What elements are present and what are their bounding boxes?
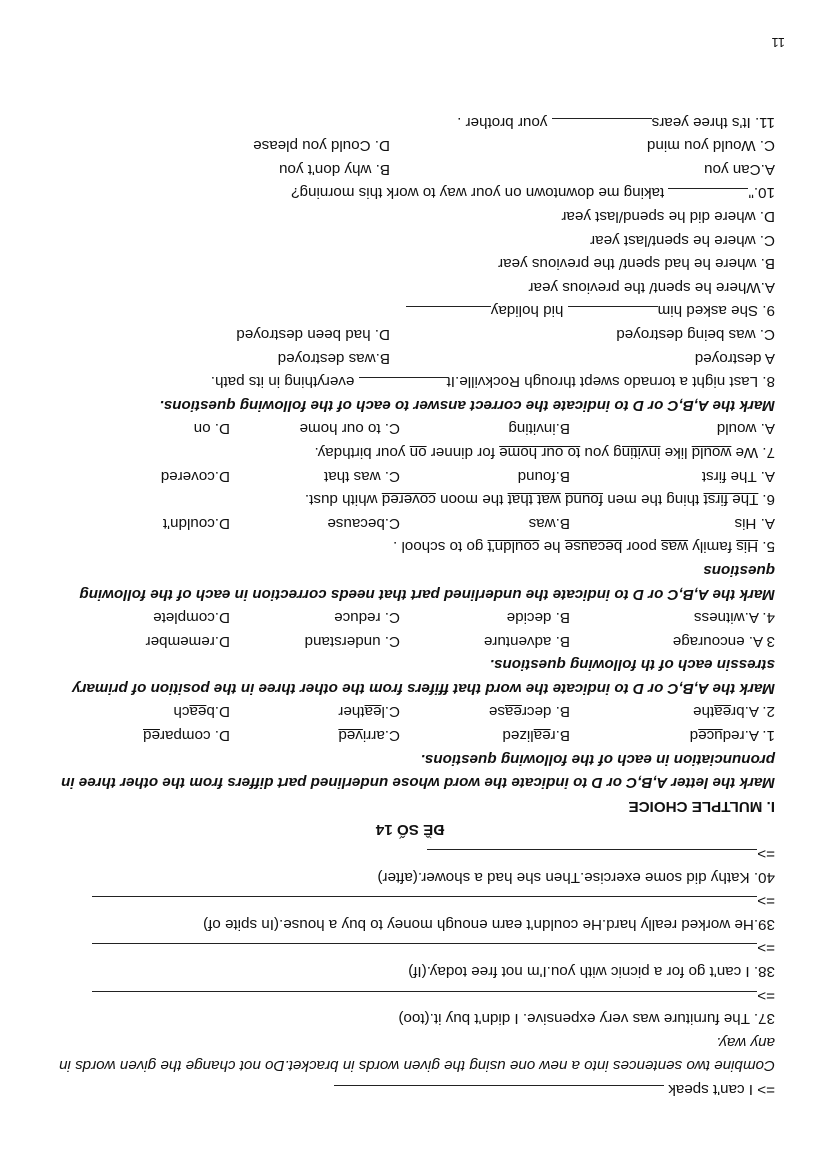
section-heading: I. MULTPLE CHOICE bbox=[628, 797, 775, 815]
question-38: 38. I can't go for a picnic with you.I'm not free today.(If) bbox=[408, 963, 775, 981]
question-11: 11. It's three years your brother . bbox=[457, 113, 775, 131]
question-7-options bbox=[45, 417, 775, 441]
page-content bbox=[45, 110, 775, 1101]
option-a: 3 A. encourage bbox=[672, 632, 775, 650]
question-10: 10." taking me downtown on your way to work this morning? bbox=[291, 184, 775, 202]
option-d: D. compared bbox=[143, 727, 230, 745]
question-7: 7. We would like inviting you to our home for dinner on your birthday. bbox=[314, 443, 775, 461]
option-c: C.leather bbox=[338, 703, 400, 721]
option-d: D.remember bbox=[145, 632, 230, 650]
option-c: C. was being destroyed bbox=[616, 326, 775, 343]
option-d: D.complete bbox=[153, 609, 230, 627]
option-c: C. was that bbox=[324, 467, 400, 485]
option-c: C. understand bbox=[304, 632, 400, 650]
arrow: => bbox=[757, 939, 775, 957]
answer-blank bbox=[568, 306, 658, 321]
option-a: A destroyed bbox=[694, 349, 775, 367]
option-a: A. His bbox=[734, 514, 775, 532]
option-a: A.Where he spent/ the previous year bbox=[528, 278, 775, 296]
answer-blank bbox=[552, 118, 652, 133]
answer-blank bbox=[359, 377, 447, 392]
option-d: D.beach bbox=[173, 703, 230, 721]
instruction-combine: Combine two sentences into a new one using the given words in bracket.Do not change the given words in any way. bbox=[59, 1033, 775, 1075]
option-b: B.was destroyed bbox=[277, 349, 390, 367]
question-2 bbox=[45, 700, 775, 724]
option-b: B.was bbox=[528, 514, 570, 532]
question-6: 6. The first thing the men found wat that the moon covered whith dust. bbox=[304, 491, 775, 509]
answer-blank bbox=[406, 306, 491, 321]
option-c: C. where he spent/last year bbox=[590, 231, 775, 249]
option-b: B. decrease bbox=[488, 703, 570, 721]
option-d: D. where did he spend/last year bbox=[561, 208, 775, 226]
arrow: => bbox=[757, 845, 775, 863]
option-d: D.covered bbox=[160, 467, 230, 485]
option-c: C. reduce bbox=[334, 609, 400, 627]
instruction-pronunciation: Mark the letter A,B,C or D to indicate the word whose underlined part differs from the other three in pronunciation in each of the following questions. bbox=[61, 750, 775, 792]
option-a: 1. A.reduced bbox=[689, 727, 775, 745]
answer-line bbox=[45, 889, 775, 913]
question-10-options-row1 bbox=[45, 157, 775, 181]
question-8-options-row2 bbox=[45, 322, 775, 346]
option-b: B.inviting bbox=[508, 420, 570, 438]
arrow: => bbox=[757, 892, 775, 910]
instruction-stress: Mark the A,B,C or D to indicate the word that ffifers from the other three in the position of primary stressin each of th following questions. bbox=[72, 656, 775, 697]
option-b: B. adventure bbox=[483, 632, 570, 650]
answer-blank bbox=[668, 188, 748, 203]
option-d: D. Could you please bbox=[253, 137, 390, 155]
question-40: 40. Kathy did some exercise.Then she had a shower.(after) bbox=[377, 868, 775, 886]
question-37: 37. The furniture was very expensive. I didn't buy it.(too) bbox=[398, 1010, 775, 1028]
option-a: 2. A.breathe bbox=[693, 703, 775, 721]
question-5: 5. His family was poor because he couldn't go to school . bbox=[393, 538, 775, 556]
option-b: B. decide bbox=[506, 609, 570, 627]
option-c: C.because bbox=[327, 514, 400, 532]
option-c: C. to our home bbox=[299, 420, 400, 438]
question-8: 8. Last night a tornado swept through Rockville.It everything in its path. bbox=[210, 373, 775, 391]
question-10-options-row2 bbox=[45, 134, 775, 158]
instruction-correct-answer: Mark the A,B,C or D to indicate the correct answer to each of the following questions. bbox=[159, 396, 775, 414]
answer-blank bbox=[334, 1085, 664, 1100]
question-9: 9. She asked him hid holiday bbox=[45, 299, 775, 323]
answer-line bbox=[45, 841, 775, 865]
question-8-options-row1 bbox=[45, 346, 775, 370]
question-39: 39.He worked really hard.He couldn't earn enough money to buy a house.(In spite of) bbox=[203, 915, 775, 933]
option-b: B. why don't you bbox=[279, 160, 390, 178]
option-d: D. had been destroyed bbox=[236, 326, 390, 343]
option-a: 4. A.witness bbox=[693, 609, 775, 627]
answer-rule bbox=[92, 943, 757, 958]
option-d: D.couldn't bbox=[162, 514, 230, 532]
option-b: B. where he had spent/ the previous year bbox=[498, 255, 775, 273]
answer-rule bbox=[92, 896, 757, 911]
option-c: C.arrived bbox=[338, 727, 400, 745]
question-6-options bbox=[45, 464, 775, 488]
instruction-error: Mark the A,B,C or D to indicate the underlined part that needs correction in each of the following questions bbox=[79, 561, 775, 603]
answer-line bbox=[45, 936, 775, 960]
option-b: B.found bbox=[517, 467, 570, 485]
question-line bbox=[45, 1077, 775, 1101]
option-c: C. Would you mind bbox=[646, 137, 775, 155]
answer-rule bbox=[92, 991, 757, 1006]
question-1 bbox=[45, 724, 775, 748]
option-a: A. The first bbox=[701, 467, 775, 485]
option-b: B.realized bbox=[502, 727, 570, 745]
question-4 bbox=[45, 606, 775, 630]
answer-rule bbox=[427, 849, 757, 864]
question-3 bbox=[45, 629, 775, 653]
option-a: A. would bbox=[716, 420, 775, 438]
page-number: 11 bbox=[771, 35, 785, 50]
answer-line bbox=[45, 983, 775, 1007]
arrow: => bbox=[757, 986, 775, 1004]
option-d: D. on bbox=[193, 420, 230, 438]
exam-title: ĐỀ SỐ 14 bbox=[375, 821, 445, 839]
question-5-options bbox=[45, 511, 775, 535]
option-a: A.Can you bbox=[704, 160, 775, 178]
answer-prefix: => I can't speak bbox=[668, 1081, 775, 1098]
